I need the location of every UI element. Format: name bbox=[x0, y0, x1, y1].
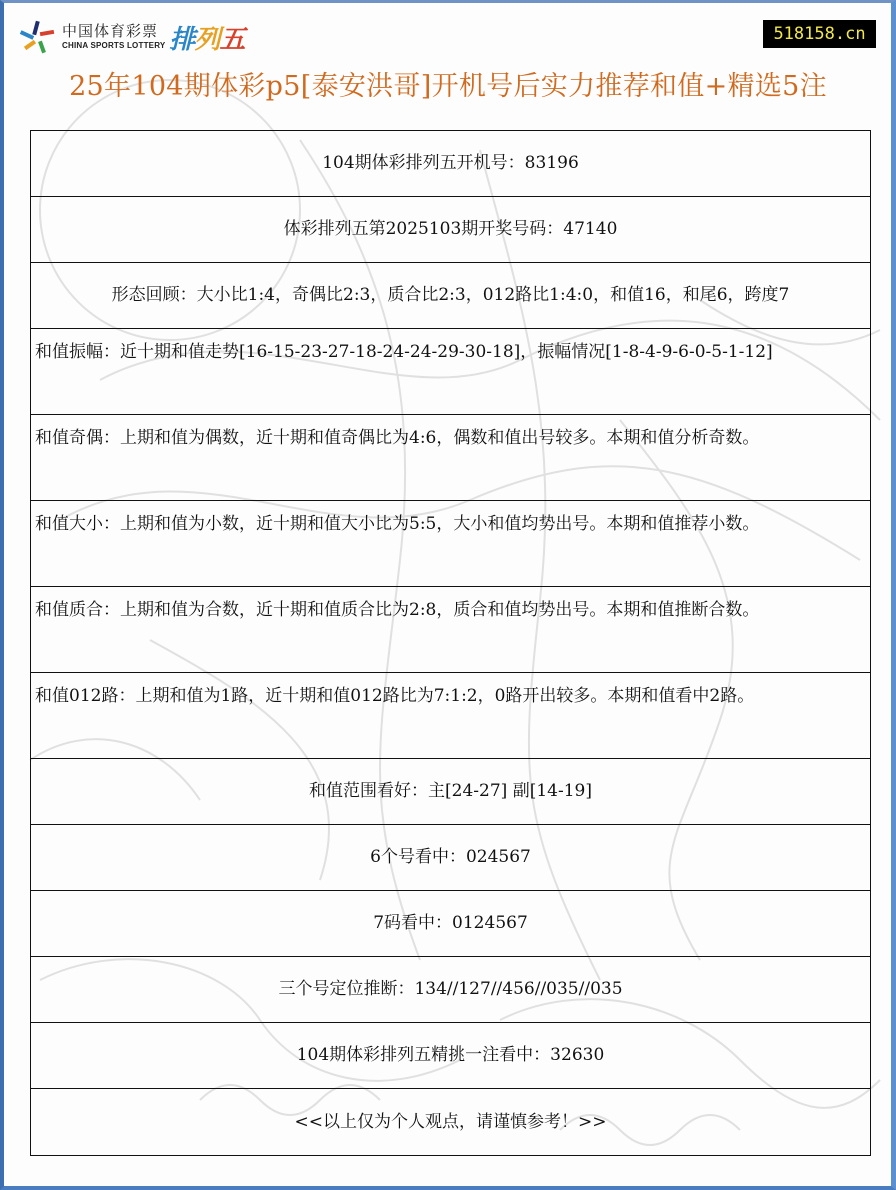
game-char-1: 排 bbox=[169, 24, 195, 55]
pailie-wu-game-logo bbox=[169, 19, 244, 56]
header bbox=[0, 0, 896, 60]
row-last-draw bbox=[31, 197, 870, 263]
row-text: 和值奇偶：上期和值为偶数，近十期和值奇偶比为4:6，偶数和值出号较多。本期和值分析奇数。 bbox=[35, 428, 760, 448]
logo-english-text: CHINA SPORTS LOTTERY bbox=[62, 41, 166, 50]
row-seven-codes bbox=[31, 891, 870, 957]
logo-chinese-text: 中国体育彩票 bbox=[62, 22, 159, 40]
row-sum-range bbox=[31, 759, 870, 825]
row-sum-odd-even bbox=[31, 415, 870, 501]
lottery-star-logo-icon bbox=[18, 19, 56, 55]
row-pattern-review bbox=[31, 263, 870, 329]
row-sum-012-route bbox=[31, 673, 870, 759]
site-domain-badge[interactable]: 518158.cn bbox=[763, 20, 876, 48]
row-text: 6个号看中：024567 bbox=[370, 847, 531, 867]
china-sports-lottery-logo[interactable] bbox=[18, 18, 244, 56]
row-text: 和值大小：上期和值为小数，近十期和值大小比为5:5，大小和值均势出号。本期和值推荐小数。 bbox=[35, 514, 760, 534]
row-opening-number bbox=[31, 131, 870, 197]
row-sum-prime-composite bbox=[31, 587, 870, 673]
row-text: 和值012路：上期和值为1路，近十期和值012路比为7:1:2，0路开出较多。本期和值看中2路。 bbox=[35, 686, 755, 706]
prediction-table bbox=[30, 130, 871, 1156]
row-text: 7码看中：0124567 bbox=[373, 913, 528, 933]
row-text: 体彩排列五第2025103期开奖号码：47140 bbox=[283, 219, 618, 239]
row-disclaimer bbox=[31, 1089, 870, 1155]
row-sum-amplitude bbox=[31, 329, 870, 415]
row-six-numbers bbox=[31, 825, 870, 891]
row-text: 104期体彩排列五开机号：83196 bbox=[322, 153, 579, 173]
row-text: 和值振幅：近十期和值走势[16-15-23-27-18-24-24-29-30-18]，振幅情况[1-8-4-9-6-0-5-1-12] bbox=[35, 342, 773, 362]
game-char-3: 五 bbox=[219, 24, 245, 55]
row-sum-big-small bbox=[31, 501, 870, 587]
row-text: 和值质合：上期和值为合数，近十期和值质合比为2:8，质合和值均势出号。本期和值推断合数。 bbox=[35, 600, 760, 620]
game-char-2: 列 bbox=[194, 24, 220, 55]
row-text: <<以上仅为个人观点，请谨慎参考！>> bbox=[294, 1111, 607, 1132]
row-featured-pick bbox=[31, 1023, 870, 1089]
page-title: 25年104期体彩p5[泰安洪哥]开机号后实力推荐和值+精选5注 bbox=[69, 71, 827, 102]
row-text: 三个号定位推断：134//127//456//035//035 bbox=[278, 979, 623, 999]
row-text: 104期体彩排列五精挑一注看中：32630 bbox=[296, 1045, 605, 1065]
row-position-picks bbox=[31, 957, 870, 1023]
row-text: 和值范围看好：主[24-27] 副[14-19] bbox=[309, 781, 592, 801]
row-text: 形态回顾：大小比1:4，奇偶比2:3，质合比2:3，012路比1:4:0，和值16，和尾6，跨度7 bbox=[111, 285, 790, 305]
